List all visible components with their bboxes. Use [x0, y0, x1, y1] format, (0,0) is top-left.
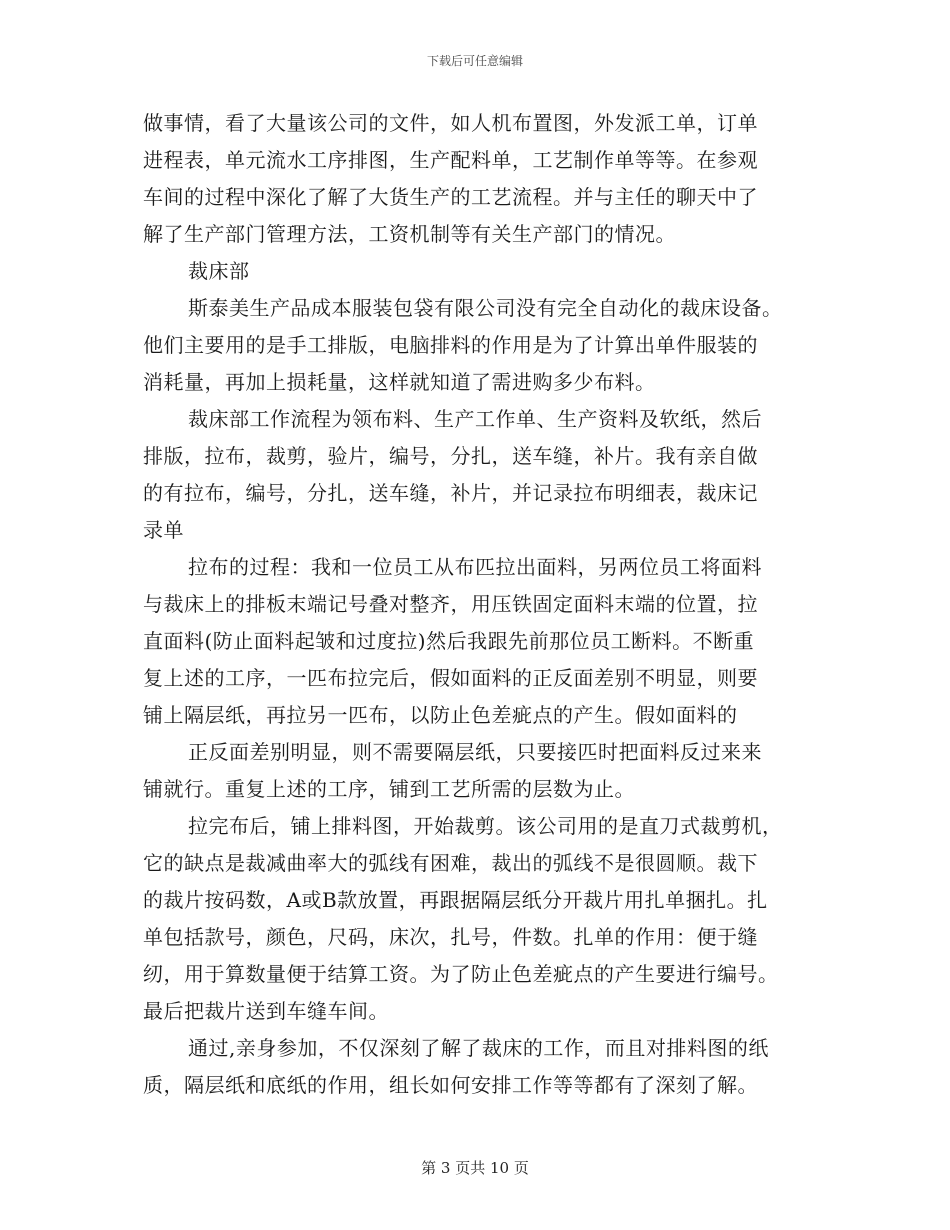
text-line: 通过,亲身参加，不仅深刻了解了裁床的工作，而且对排料图的纸 [188, 1036, 769, 1060]
text-line: 裁床部 [188, 259, 250, 283]
text-line: 做事情，看了大量该公司的文件，如人机布置图，外发派工单，订单 [143, 111, 758, 135]
text-line: 复上述的工序，一匹布拉完后，假如面料的正反面差别不明显，则要 [143, 666, 758, 690]
text-line: 铺就行。重复上述的工序，铺到工艺所需的层数为止。 [143, 777, 635, 801]
text-line: 进程表，单元流水工序排图，生产配料单，工艺制作单等等。在参观 [143, 148, 758, 172]
text-line: 拉完布后，铺上排料图，开始裁剪。该公司用的是直刀式裁剪机， [188, 814, 783, 838]
text-line: 最后把裁片送到车缝车间。 [143, 999, 389, 1023]
text-line: 裁床部工作流程为领布料、生产工作单、生产资料及软纸，然后 [188, 407, 762, 431]
text-line: 消耗量，再加上损耗量，这样就知道了需进购多少布料。 [143, 370, 656, 394]
text-line: 解了生产部门管理方法，工资机制等有关生产部门的情况。 [143, 222, 676, 246]
text-line: 的有拉布，编号，分扎，送车缝，补片，并记录拉布明细表，裁床记 [143, 481, 758, 505]
text-line: 与裁床上的排板末端记号叠对整齐，用压铁固定面料末端的位置，拉 [143, 592, 758, 616]
text-line: 拉布的过程：我和一位员工从布匹拉出面料，另两位员工将面料 [188, 555, 762, 579]
text-line: 铺上隔层纸，再拉另一匹布，以防止色差疵点的产生。假如面料的 [143, 703, 738, 727]
text-line: 直面料(防止面料起皱和过度拉)然后我跟先前那位员工断料。不断重 [143, 629, 755, 653]
text-line: 录单 [143, 518, 184, 542]
document-body [143, 105, 803, 1104]
text-line: 斯泰美生产品成本服装包袋有限公司没有完全自动化的裁床设备。 [188, 296, 783, 320]
text-line: 车间的过程中深化了解了大货生产的工艺流程。并与主任的聊天中了 [143, 185, 758, 209]
text-line: 纫，用于算数量便于结算工资。为了防止色差疵点的产生要进行编号。 [143, 962, 779, 986]
text-line: 质，隔层纸和底纸的作用，组长如何安排工作等等都有了深刻了解。 [143, 1073, 758, 1097]
page-header: 下载后可任意编辑 [426, 54, 523, 68]
text-line: 他们主要用的是手工排版，电脑排料的作用是为了计算出单件服装的 [143, 333, 758, 357]
text-line: 的裁片按码数，A或B款放置，再跟据隔层纸分开裁片用扎单捆扎。扎 [143, 888, 768, 912]
text-line: 单包括款号，颜色，尺码，床次，扎号，件数。扎单的作用：便于缝 [143, 925, 758, 949]
text-line: 它的缺点是裁减曲率大的弧线有困难，裁出的弧线不是很圆顺。裁下 [143, 851, 758, 875]
text-line: 正反面差别明显，则不需要隔层纸，只要接匹时把面料反过来来 [188, 740, 762, 764]
page-footer: 第 3 页共 10 页 [421, 1159, 529, 1177]
text-line: 排版，拉布，裁剪，验片，编号，分扎，送车缝，补片。我有亲自做 [143, 444, 758, 468]
